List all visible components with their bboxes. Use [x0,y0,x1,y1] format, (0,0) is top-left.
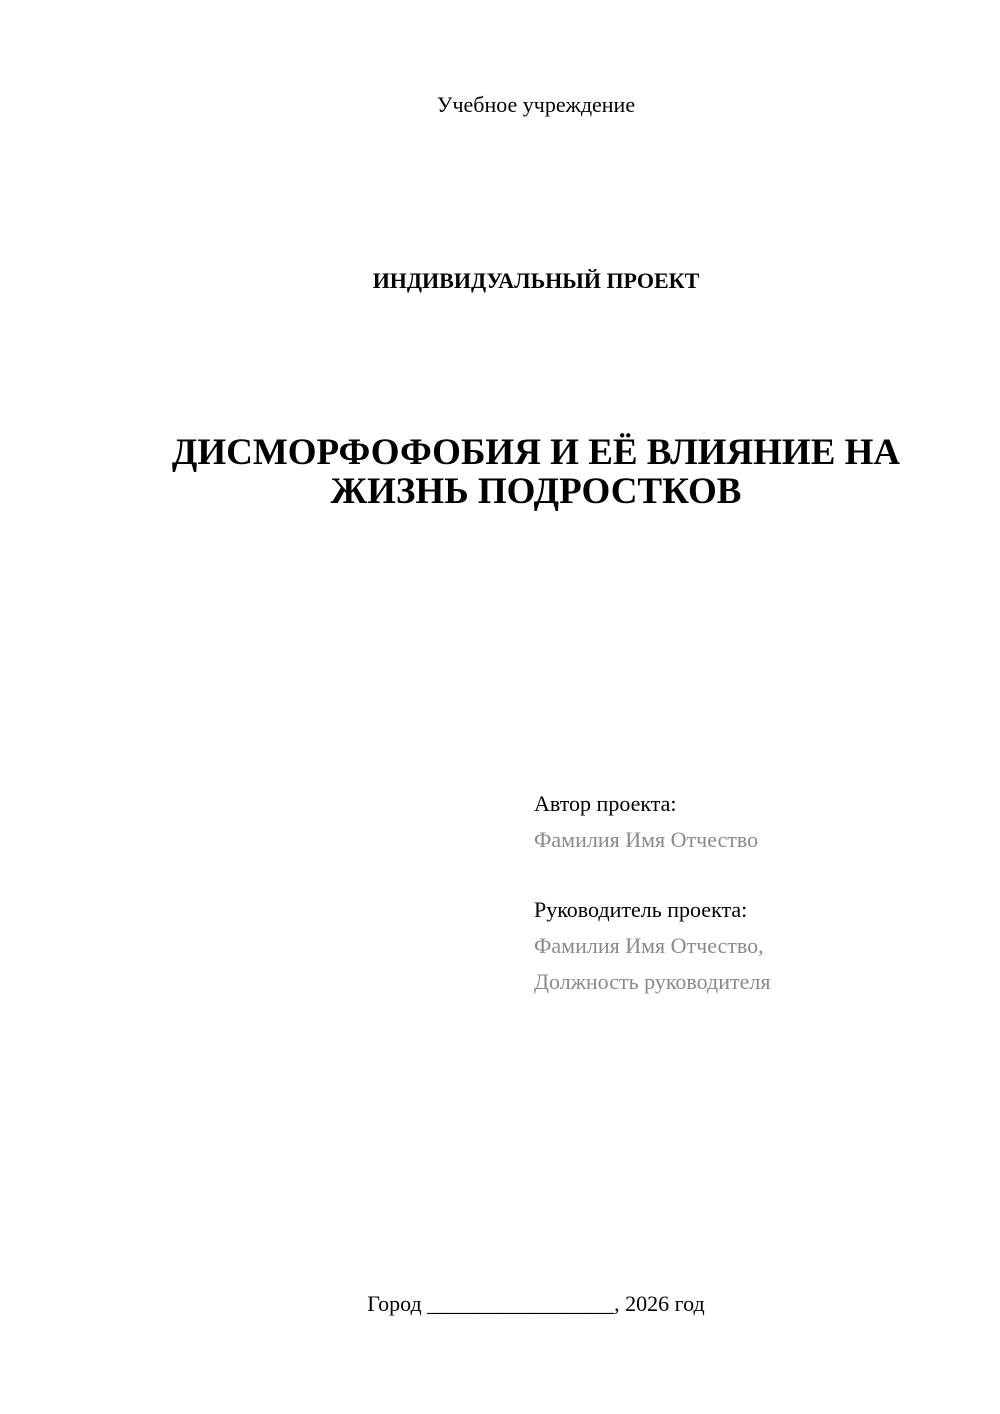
document-type: ИНДИВИДУАЛЬНЫЙ ПРОЕКТ [372,268,700,293]
city-year-line: Город _________________, 2026 год [367,1291,705,1316]
institution-name: Учебное учреждение [436,92,636,117]
author-label: Автор проекта: [534,791,677,816]
author-name: Фамилия Имя Отчество [534,827,759,852]
supervisor-position: Должность руководителя [534,969,771,994]
author-block [534,786,974,858]
supervisor-name: Фамилия Имя Отчество, [534,933,764,958]
project-title-line-2: ЖИЗНЬ ПОДРОСТКОВ [330,471,742,512]
supervisor-block [534,892,974,1000]
project-title-line-1: ДИСМОРФОФОБИЯ И ЕЁ ВЛИЯНИЕ НА [171,432,901,473]
supervisor-label: Руководитель проекта: [534,897,748,922]
project-title [140,433,932,511]
